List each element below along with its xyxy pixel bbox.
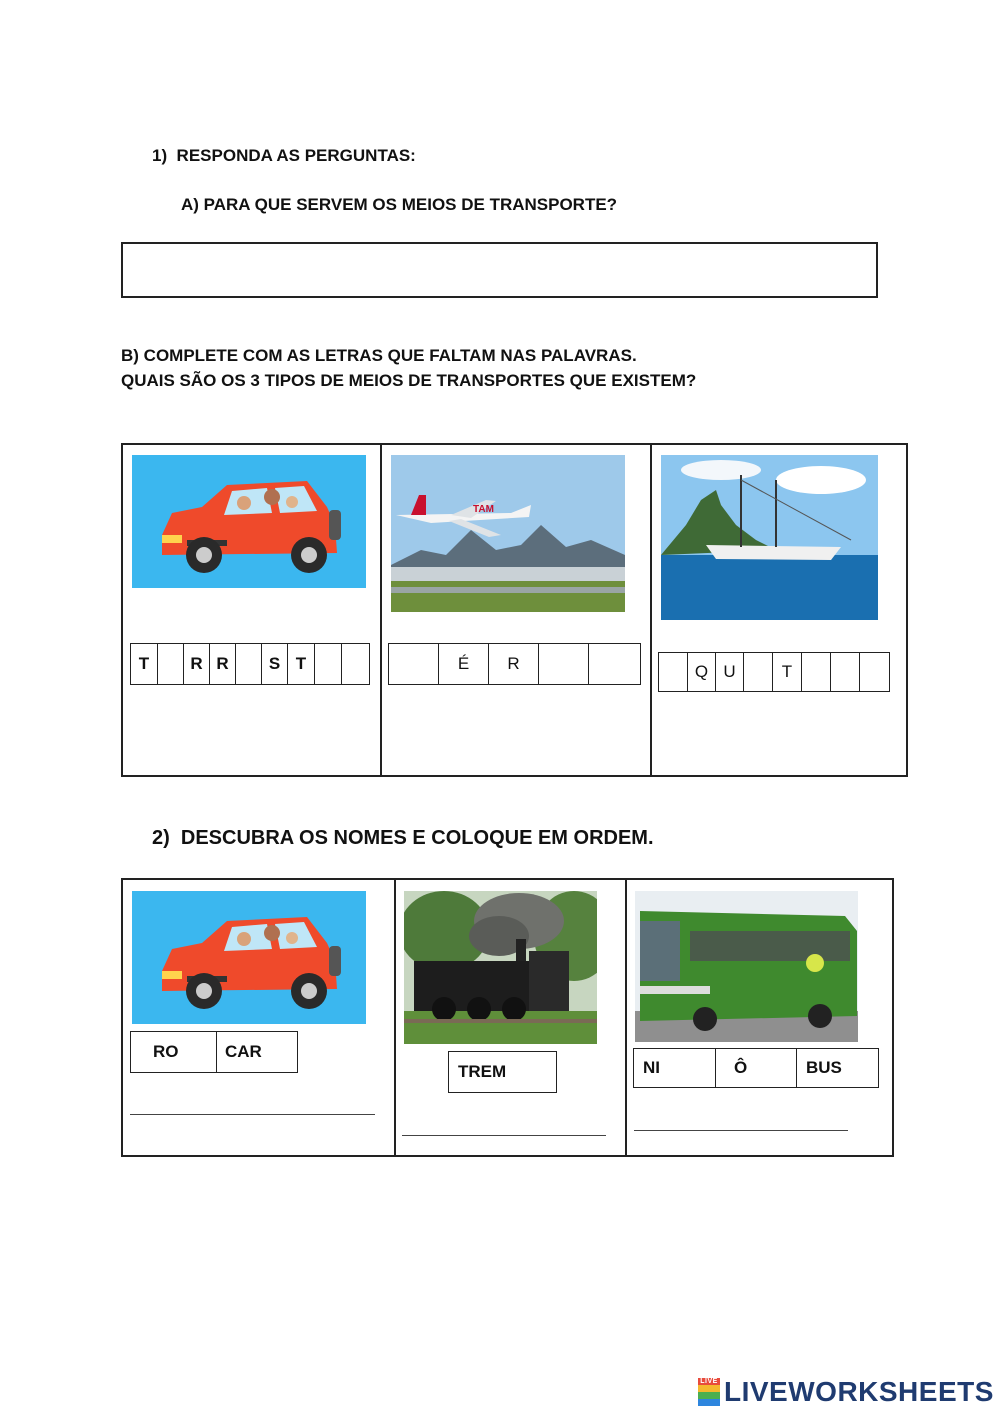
letter-cell[interactable]: R — [210, 644, 236, 684]
syllable-cell[interactable]: BUS — [806, 1058, 842, 1077]
letter-cell[interactable]: S — [262, 644, 288, 684]
car-image — [132, 891, 366, 1024]
letter-cell[interactable] — [315, 644, 342, 684]
answer-line[interactable] — [634, 1130, 848, 1131]
letter-cell[interactable]: R — [184, 644, 210, 684]
letter-cell[interactable] — [236, 644, 262, 684]
question-b-line2: QUAIS SÃO OS 3 TIPOS DE MEIOS DE TRANSPORTES QUE EXISTEM? — [121, 371, 697, 390]
syllable-cell[interactable]: TREM — [458, 1062, 507, 1081]
letter-cell[interactable]: T — [131, 644, 158, 684]
word-boxes-aereo[interactable] — [388, 643, 641, 685]
letter-cell[interactable] — [831, 653, 860, 691]
syllable-cell[interactable]: NI — [634, 1049, 716, 1087]
letter-cell[interactable] — [342, 644, 369, 684]
word-boxes-aquatico[interactable] — [658, 652, 890, 692]
question-2-title: 2) DESCUBRA OS NOMES E COLOQUE EM ORDEM. — [152, 827, 654, 849]
letter-cell[interactable] — [539, 644, 589, 684]
syllable-boxes-train[interactable] — [448, 1051, 557, 1093]
letter-cell[interactable]: T — [288, 644, 315, 684]
answer-line[interactable] — [402, 1135, 606, 1136]
letter-cell[interactable]: U — [716, 653, 744, 691]
letter-cell[interactable] — [744, 653, 773, 691]
car-image — [132, 455, 366, 588]
question-1-title: 1) RESPONDA AS PERGUNTAS: — [152, 146, 416, 165]
liveworksheets-logo — [697, 1376, 994, 1408]
word-boxes-terrestre[interactable] — [130, 643, 370, 685]
letter-cell[interactable] — [659, 653, 688, 691]
bus-image — [635, 891, 858, 1042]
letter-cell[interactable] — [389, 644, 439, 684]
answer-input-a[interactable] — [121, 242, 878, 298]
logo-badge-icon: LIVE — [697, 1377, 721, 1407]
syllable-boxes-bus[interactable] — [633, 1048, 879, 1088]
airplane-image — [391, 455, 625, 612]
logo-text: LIVEWORKSHEETS — [724, 1376, 994, 1407]
letter-cell[interactable]: R — [489, 644, 539, 684]
answer-line[interactable] — [130, 1114, 375, 1115]
syllable-boxes-car[interactable] — [130, 1031, 298, 1073]
letter-cell[interactable]: É — [439, 644, 489, 684]
letter-cell[interactable] — [860, 653, 889, 691]
train-image — [404, 891, 597, 1044]
question-b-line1: B) COMPLETE COM AS LETRAS QUE FALTAM NAS PALAVRAS. — [121, 346, 637, 365]
letter-cell[interactable] — [158, 644, 184, 684]
syllable-cell[interactable]: Ô — [716, 1049, 797, 1087]
letter-cell[interactable] — [802, 653, 831, 691]
syllable-cell[interactable]: CAR — [225, 1042, 262, 1061]
letter-cell[interactable]: T — [773, 653, 802, 691]
letter-cell[interactable]: Q — [688, 653, 716, 691]
svg-text:TAM: TAM — [473, 504, 494, 515]
sailboat-image — [661, 455, 878, 620]
letter-cell[interactable] — [589, 644, 640, 684]
syllable-cell[interactable]: RO — [131, 1032, 217, 1072]
question-a-text: A) PARA QUE SERVEM OS MEIOS DE TRANSPORTE? — [181, 195, 618, 214]
